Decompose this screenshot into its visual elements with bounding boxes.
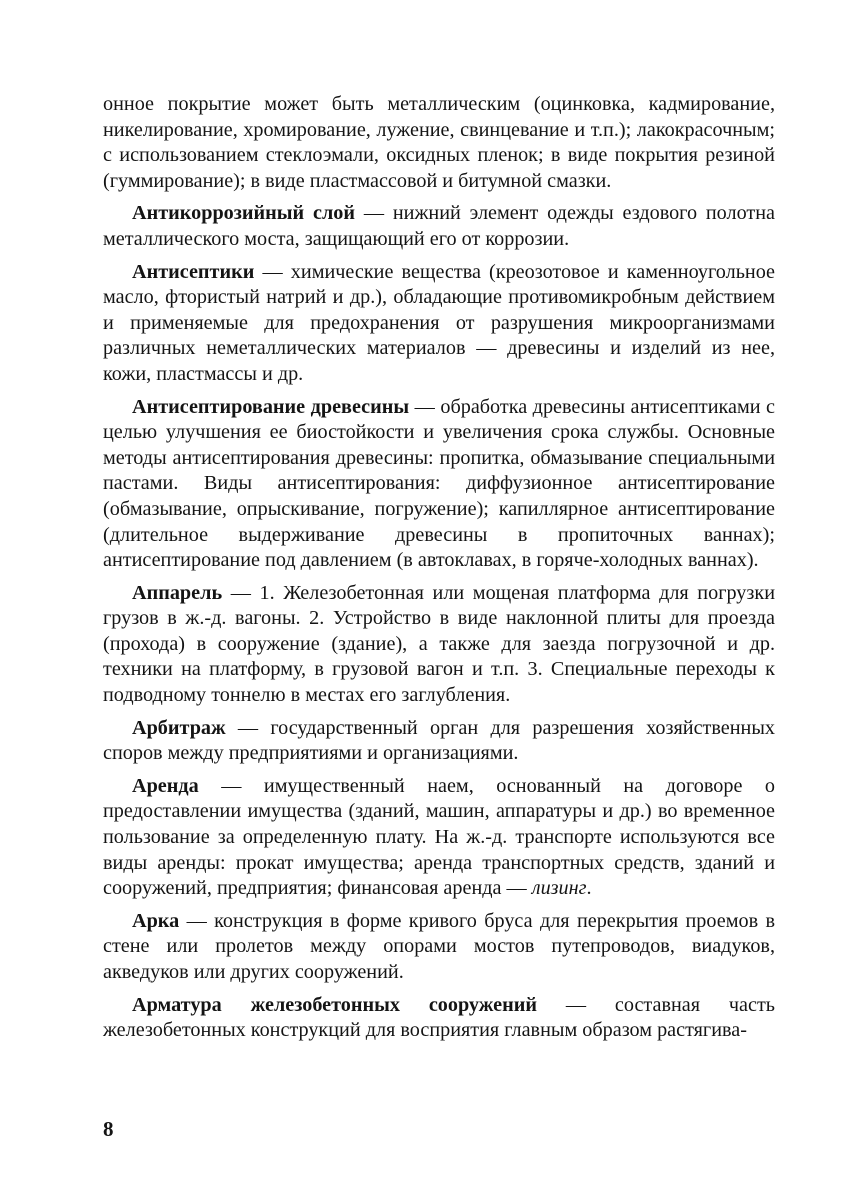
term-heading: Арматура железобетонных сооружений (132, 993, 537, 1016)
entry-reinforcement (103, 993, 775, 1044)
entry-arch (103, 909, 775, 986)
term-heading: Антисептики (132, 260, 255, 283)
definition-text: — конструкция в форме кривого бруса для перекрытия проемов в стене или пролетов между опорами мостов путепроводов, виадуков, акведуков или других сооружений. (103, 909, 775, 983)
term-heading: Антикоррозийный слой (132, 202, 356, 225)
term-heading: Арбитраж (132, 716, 226, 739)
term-heading: Антисептирование древесины (132, 395, 410, 418)
entry-wood-antiseptication (103, 395, 775, 574)
entry-antiseptics (103, 260, 775, 388)
entry-anticorrosion-layer (103, 201, 775, 252)
definition-text: — обработка древесины антисептиками с целью улучшения ее биостойкости и увеличения срока службы. Основные методы антисептирования древесины: пропитка, обмазывание специальными пастами. Виды антисептирования: диффузионное антисептирование (обмазывание, опрыскивание, погружение); капиллярное антисептирование (длительное выдерживание древесины в пропиточных ваннах); антисептирование под давлением (в автоклавах, в горяче-холодных ваннах). (103, 395, 776, 572)
definition-text: — 1. Железобетонная или мощеная платформа для погрузки грузов в ж.-д. вагоны. 2. Устройство в виде наклонной плиты для проезда (прохода) в сооружение (здание), а также для заезда погрузочной и др. техники на платформу, в грузовой вагон и т.п. 3. Специальные переходы к подводному тоннелю в местах его заглубления. (103, 581, 775, 707)
entry-apparel (103, 581, 775, 709)
definition-text: — государственный орган для разрешения хозяйственных споров между предприятиями и организациями. (103, 716, 775, 765)
page-text-block (103, 92, 775, 1051)
term-heading: Аппарель (132, 581, 223, 604)
term-heading: Арка (132, 909, 180, 932)
definition-text: — химические вещества (креозотовое и каменноугольное масло, фтористый натрий и др.), обладающие противомикробным действием и применяемые для предохранения от разрушения микроорганизмами различных неметаллических материалов — древесины и изделий из нее, кожи, пластмассы и др. (103, 260, 775, 385)
definition-tail: . (586, 877, 592, 900)
continuation-paragraph: онное покрытие может быть металлическим (оцинковка, кадмирование, никелирование, хромирование, лужение, свинцевание и т.п.); лакокрасочным; с использованием стеклоэмали, оксидных пленок; в виде покрытия резиной (гуммирование); в виде пластмассовой и битумной смазки. (103, 93, 775, 192)
page-number: 8 (103, 1117, 114, 1141)
italic-term: лизинг (531, 877, 587, 900)
entry-arbitration (103, 716, 775, 767)
entry-lease (103, 774, 775, 902)
definition-text: — нижний элемент одежды ездового полотна металлического моста, защищающий его от коррозии. (103, 202, 776, 250)
term-heading: Аренда (132, 774, 199, 797)
definition-text: — составная часть железобетонных конструкций для восприятия главным образом растягива- (103, 993, 775, 1042)
definition-text: — имущественный наем, основанный на договоре о предоставлении имущества (зданий, машин, аппаратуры и др.) во временное пользование за определенную плату. На ж.-д. транспорте используются все виды аренды: прокат имущества; аренда транспортных средств, зданий и сооружений, предприятия; финансовая аренда — (103, 774, 775, 900)
